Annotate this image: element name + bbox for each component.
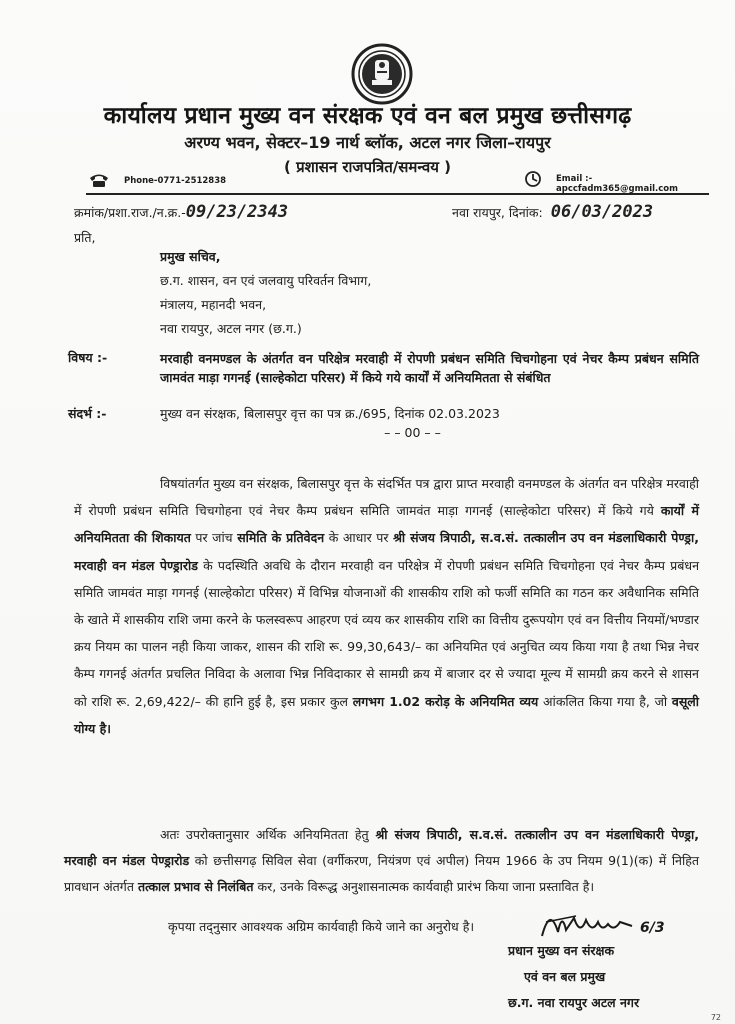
subject-text: मरवाही वनमण्डल के अंतर्गत वन परिक्षेत्र मरवाही में रोपणी प्रबंधन समिति चिचगोहना एवं नेचर कैम्प प्रबंधन समिति जामवंत माड़ा गगनई (साल्हेकोटा परिसर) में किये गये कार्यों में अनियमितता से संबंधित	[160, 351, 699, 385]
date-label: नवा रायपुर, दिनांक:	[452, 205, 543, 220]
recipient-line: मंत्रालय, महानदी भवन,	[160, 297, 267, 312]
para-bold: वसूली योग्य है।	[74, 693, 699, 736]
officer-name: श्री संजय त्रिपाठी, स.व.सं. तत्कालीन उप वन मंडलाधिकारी पेण्ड्रा, मरवाही वन मंडल पेण्ड्रारोड	[74, 530, 699, 573]
recipient-address	[160, 245, 371, 341]
para-text: कर, उनके विरूद्ध अनुशासनात्मक कार्यवाही प्रारंभ किया जाना प्रस्तावित है।	[253, 879, 595, 894]
reference-text: मुख्य वन संरक्षक, बिलासपुर वृत्त का पत्र क्र./695, दिनांक 02.03.2023	[160, 406, 500, 421]
reference-handwritten: 09/23/2343	[185, 202, 289, 222]
phone-icon	[88, 172, 110, 188]
reference-prefix: क्रमांक/प्रशा.राज./न.क्र.-	[74, 205, 186, 220]
recipient-line: प्रमुख सचिव,	[160, 249, 221, 264]
state-emblem-icon	[350, 43, 414, 105]
office-address: अरण्य भवन, सेक्टर–19 नार्थ ब्लॉक, अटल नगर जिला–रायपुर	[184, 133, 551, 152]
signatory-line: छ.ग. नवा रायपुर अटल नगर	[508, 995, 640, 1010]
para-text: के आधार पर	[324, 530, 394, 546]
email-address: Email :- apccfadm365@gmail.com	[556, 174, 678, 194]
recipient-line: छ.ग. शासन, वन एवं जलवायु परिवर्तन विभाग,	[160, 273, 372, 288]
signatory-line: प्रधान मुख्य वन संरक्षक	[508, 943, 615, 958]
subject-label: विषय :-	[68, 350, 108, 365]
body-paragraph-2	[64, 822, 699, 900]
para-text: विषयांतर्गत मुख्य वन संरक्षक, बिलासपुर वृत्त के संदर्भित पत्र द्वारा प्राप्त मरवाही वनमण्डल के अंतर्गत वन परिक्षेत्र मरवाही में रोपणी प्रबंधन समिति चिचगोहना एवं नेचर कैम्प प्रबंधन समिति जामवंत माड़ा गगनई (साल्हेकोटा परिसर) में किये गये	[74, 476, 699, 519]
para-text: आंकलित किया गया है, जो	[538, 693, 672, 709]
header-rule	[86, 193, 709, 195]
date-handwritten: 06/03/2023	[550, 202, 654, 222]
body-paragraph-1	[74, 470, 699, 742]
signatory-line: एवं वन बल प्रमुख	[524, 969, 606, 984]
phone-number: Phone-0771-2512838	[124, 176, 227, 186]
para-text: पर जांच	[190, 530, 238, 546]
page-number: 72	[710, 1013, 721, 1022]
office-title: कार्यालय प्रधान मुख्य वन संरक्षक एवं वन बल प्रमुख छत्तीसगढ़	[103, 103, 632, 129]
para-text: के पदस्थिति अवधि के दौरान मरवाही वन परिक्षेत्र में रोपणी प्रबंधन समिति चिचगोहना एवं नेचर कैम्प प्रबंधन समिति जामवंत माड़ा गगनई (साल्हेकोटा परिसर) में विभिन्न योजनाओं की शासकीय राशि को फर्जी समिति का गठन कर अवैधानिक समिति के खाते में शासकीय राशि जमा करने के फलस्वरूप आहरण एवं व्यय कर शासकीय राशि का वित्तीय दुरूपयोग एवं वन वित्तीय नियमों/भण्डार क्रय नियम का पालन नही किया जाकर, शासन की राशि रू. 99,30,643/– का अनियमित एवं अनुचित व्यय किया गया है तथा भिन्न नेचर कैम्प गगनई अंतर्गत प्रचलित निविदा के अलावा भिन्न निविदाकार से सामग्री क्रय में बाजार दर से ज्यादा मूल्य में सामग्री क्रय करने से शासन को राशि रू. 2,69,422/– की हानि हुई है, इस प्रकार कुल	[74, 557, 700, 709]
email-icon	[524, 170, 542, 188]
letter-date	[452, 202, 653, 222]
request-line: कृपया तद्नुसार आवश्यक अग्रिम कार्यवाही किये जाने का अनुरोध है।	[168, 919, 475, 934]
divider: – – 00 – –	[384, 425, 441, 440]
signatory-block	[508, 938, 639, 1016]
officer-name: श्री संजय त्रिपाठी, स.व.सं. तत्कालीन उप वन मंडलाधिकारी पेण्ड्रा, मरवाही वन मंडल पेण्ड्रारोड	[64, 827, 699, 868]
para-bold: लगभग 1.02 करोड़ के अनियमित व्यय	[352, 693, 539, 709]
signature	[536, 902, 686, 942]
para-bold: समिति के प्रतिवेदन	[237, 530, 325, 546]
reference-number	[74, 202, 288, 222]
para-bold: तत्काल प्रभाव से निलंबित	[137, 879, 254, 894]
office-department: ( प्रशासन राजपत्रित/समन्वय )	[284, 158, 451, 176]
to-label: प्रति,	[74, 230, 96, 245]
contact-row	[86, 170, 701, 192]
para-bold: कार्यों में अनियमितता की शिकायत	[74, 503, 699, 546]
reference-label: संदर्भ :-	[68, 406, 107, 421]
recipient-line: नवा रायपुर, अटल नगर (छ.ग.)	[160, 321, 302, 336]
para-text: अतः उपरोक्तानुसार अर्थिक अनियमितता हेतु	[160, 827, 376, 842]
para-text: को छत्तीसगढ़ सिविल सेवा (वर्गीकरण, नियंत्रण एवं अपील) नियम 1966 के उप नियम 9(1)(क) में निहित प्रावधान अंतर्गत	[64, 853, 699, 894]
signature-date: 6/3	[640, 920, 665, 936]
